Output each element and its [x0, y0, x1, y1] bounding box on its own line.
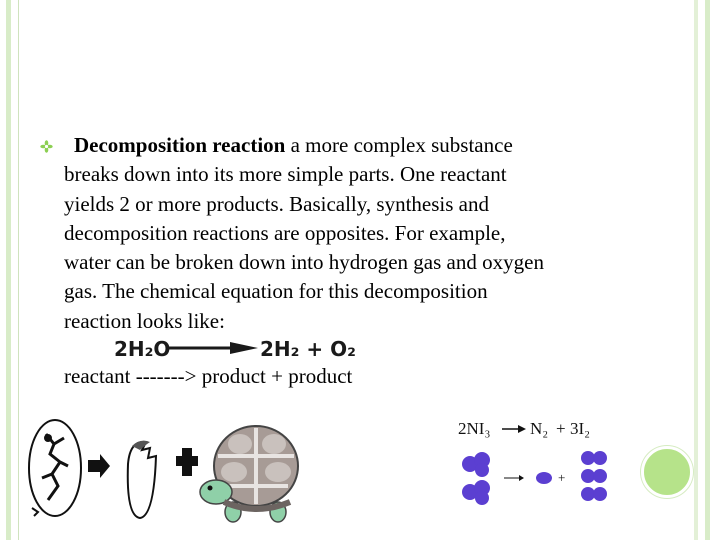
body-line-5: water can be broken down into hydrogen gas and oxygen	[64, 250, 544, 275]
ni3-arrow-head	[518, 425, 526, 433]
term-bold: Decomposition reaction	[74, 133, 286, 157]
body-line-3: yields 2 or more products. Basically, synthesis and	[64, 191, 489, 216]
turtle-icon	[200, 426, 298, 522]
equation-products: 2H₂ + O₂	[260, 337, 356, 361]
equation-arrow-head	[230, 342, 258, 354]
egg-icon	[128, 441, 156, 518]
accent-circle	[641, 446, 693, 498]
term-definition: a more complex substance	[285, 133, 513, 157]
ni3-decomposition-diagram	[452, 412, 622, 512]
body-text	[64, 131, 634, 336]
body-line-2: breaks down into its more simple parts. One reactant	[64, 162, 507, 187]
molecule-icon	[462, 452, 490, 505]
body-line-4: decomposition reactions are opposites. For example,	[64, 220, 506, 245]
slide-right-stripe	[694, 0, 698, 540]
ni3-product-1: N₂	[530, 419, 549, 438]
water-equation-image	[112, 335, 362, 363]
molecule-icon	[536, 472, 552, 484]
body-line-7: reaction looks like:	[64, 308, 225, 333]
bullet-icon	[40, 140, 53, 153]
svg-text:+: +	[558, 470, 566, 485]
body-line-6: gas. The chemical equation for this decomposition	[64, 279, 488, 304]
plus-icon	[176, 448, 198, 476]
egg-icon	[29, 420, 81, 516]
body-line-1	[64, 131, 634, 160]
ni3-reactant: 2NI₃	[458, 419, 491, 438]
molecule-icon	[581, 451, 607, 501]
ni3-product-2: 3I₂	[570, 419, 591, 438]
arrow-icon	[88, 454, 110, 478]
hatching-turtle-illustration	[28, 416, 303, 540]
ni3-plus: +	[556, 419, 566, 438]
equation-caption: reactant -------> product + product	[64, 364, 353, 388]
equation-reactant: 2H₂O	[114, 337, 171, 361]
